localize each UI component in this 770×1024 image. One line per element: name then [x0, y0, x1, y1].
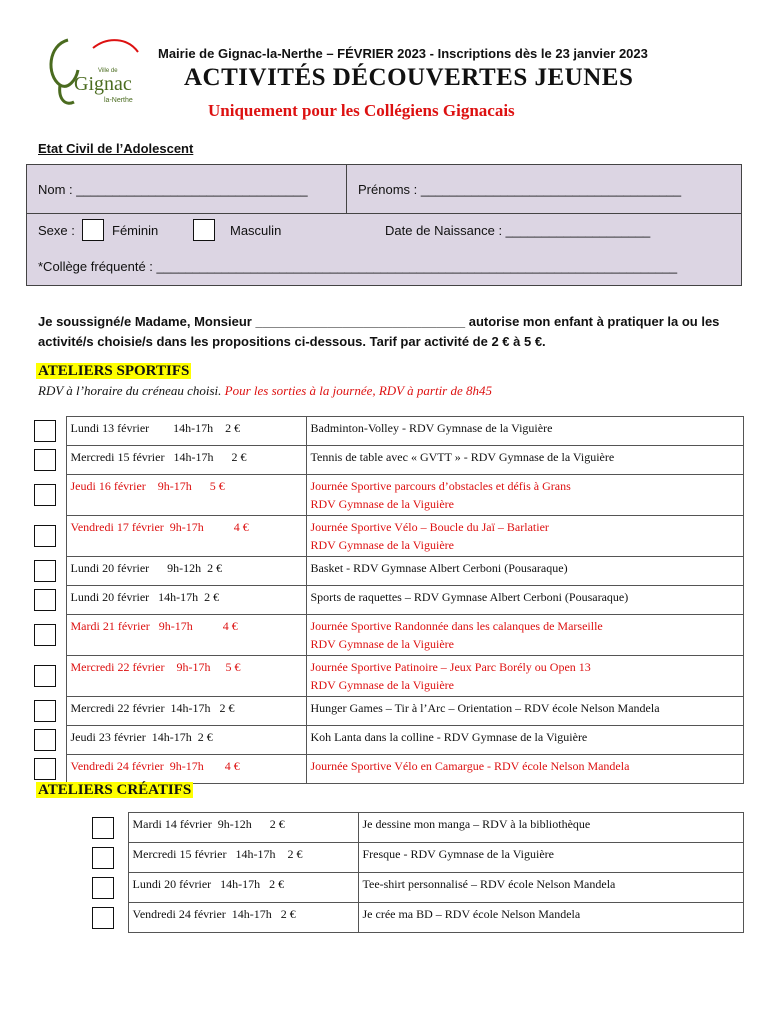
activity-description [306, 755, 744, 784]
activity-meeting-point: RDV Gymnase de la Viguière [310, 637, 454, 651]
activity-checkbox[interactable] [34, 420, 56, 442]
prenoms-field[interactable]: Prénoms : ____________________________________ [358, 182, 682, 197]
activity-checkbox-cell [84, 813, 128, 843]
activity-description [306, 586, 744, 615]
activity-title: Basket - RDV Gymnase Albert Cerboni (Pousaraque) [310, 561, 568, 575]
activity-checkbox-cell [26, 417, 66, 446]
page-title: ACTIVITÉS DÉCOUVERTES JEUNES [184, 64, 634, 91]
activity-checkbox[interactable] [34, 700, 56, 722]
activity-row [26, 475, 744, 516]
activity-checkbox-cell [26, 557, 66, 586]
activity-schedule: Lundi 20 février 9h-12h 2 € [66, 557, 306, 586]
creatifs-heading [36, 781, 193, 799]
activity-schedule: Mardi 14 février 9h-12h 2 € [128, 813, 358, 843]
creatifs-table [84, 812, 744, 933]
activity-title: Fresque - RDV Gymnase de la Viguière [362, 847, 554, 861]
activity-schedule: Mercredi 15 février 14h-17h 2 € [128, 843, 358, 873]
activity-checkbox-cell [26, 726, 66, 755]
activity-description [306, 726, 744, 755]
form-divider [346, 164, 347, 214]
activity-schedule: Jeudi 23 février 14h-17h 2 € [66, 726, 306, 755]
activity-checkbox[interactable] [92, 907, 114, 929]
sportifs-note: RDV à l’horaire du créneau choisi. Pour les sorties à la journée, RDV à partir de 8h45 [38, 383, 493, 398]
sexe-label: Sexe : [38, 223, 75, 238]
activity-checkbox-cell [84, 843, 128, 873]
activity-row [26, 656, 744, 697]
activity-row [26, 755, 744, 784]
activity-title: Je crée ma BD – RDV école Nelson Mandela [362, 907, 581, 921]
activity-row [26, 726, 744, 755]
activity-description [358, 813, 744, 843]
activity-checkbox[interactable] [34, 624, 56, 646]
activity-row [84, 843, 744, 873]
activity-description [306, 446, 744, 475]
activity-description [306, 475, 744, 516]
activity-title: Journée Sportive parcours d’obstacles et défis à Grans [310, 479, 571, 493]
activity-description [306, 516, 744, 557]
college-field[interactable]: *Collège fréquenté : ________________________________________________________________________ [38, 259, 678, 274]
activity-schedule: Vendredi 17 février 9h-17h 4 € [66, 516, 306, 557]
activity-title: Journée Sportive Vélo – Boucle du Jaï – Barlatier [310, 520, 549, 534]
activity-title: Journée Sportive Vélo en Camargue - RDV école Nelson Mandela [310, 759, 630, 773]
civil-section-title: Etat Civil de l’Adolescent [38, 141, 194, 156]
activity-checkbox[interactable] [34, 484, 56, 506]
activity-row [84, 813, 744, 843]
activity-title: Badminton-Volley - RDV Gymnase de la Viguière [310, 421, 553, 435]
activity-title: Koh Lanta dans la colline - RDV Gymnase de la Viguière [310, 730, 588, 744]
activity-description [306, 656, 744, 697]
activity-row [26, 516, 744, 557]
activity-schedule: Mercredi 22 février 14h-17h 2 € [66, 697, 306, 726]
activity-checkbox[interactable] [34, 665, 56, 687]
activity-schedule: Mercredi 15 février 14h-17h 2 € [66, 446, 306, 475]
activity-title: Je dessine mon manga – RDV à la bibliothèque [362, 817, 591, 831]
activity-title: Tennis de table avec « GVTT » - RDV Gymnase de la Viguière [310, 450, 615, 464]
activity-schedule: Lundi 13 février 14h-17h 2 € [66, 417, 306, 446]
activity-description [358, 873, 744, 903]
activity-title: Hunger Games – Tir à l’Arc – Orientation – RDV école Nelson Mandela [310, 701, 660, 715]
activity-checkbox-cell [26, 446, 66, 475]
creatifs-title: ATELIERS CRÉATIFS [38, 782, 192, 798]
activity-description [306, 697, 744, 726]
activity-row [84, 903, 744, 933]
header-line: Mairie de Gignac-la-Nerthe – FÉVRIER 2023 - Inscriptions dès le 23 janvier 2023 [158, 46, 648, 61]
feminin-label: Féminin [112, 223, 159, 238]
activity-checkbox[interactable] [34, 589, 56, 611]
activity-checkbox[interactable] [92, 847, 114, 869]
logo-text: Gignac [74, 73, 132, 95]
town-logo [38, 30, 158, 110]
activity-checkbox[interactable] [34, 729, 56, 751]
activity-schedule: Lundi 20 février 14h-17h 2 € [128, 873, 358, 903]
activity-checkbox[interactable] [92, 817, 114, 839]
masculin-label: Masculin [230, 223, 282, 238]
activity-schedule: Mercredi 22 février 9h-17h 5 € [66, 656, 306, 697]
activity-checkbox[interactable] [34, 525, 56, 547]
activity-checkbox-cell [84, 903, 128, 933]
activity-description [358, 903, 744, 933]
feminin-checkbox[interactable] [82, 219, 104, 241]
activity-checkbox-cell [26, 697, 66, 726]
nom-field[interactable]: Nom : ________________________________ [38, 182, 308, 197]
activity-row [84, 873, 744, 903]
activity-checkbox-cell [84, 873, 128, 903]
activity-row [26, 417, 744, 446]
activity-row [26, 446, 744, 475]
activity-description [358, 843, 744, 873]
activity-checkbox-cell [26, 516, 66, 557]
activity-meeting-point: RDV Gymnase de la Viguière [310, 497, 454, 511]
activity-checkbox-cell [26, 656, 66, 697]
activity-meeting-point: RDV Gymnase de la Viguière [310, 538, 454, 552]
activity-title: Journée Sportive Patinoire – Jeux Parc Borély ou Open 13 [310, 660, 591, 674]
activity-checkbox-cell [26, 586, 66, 615]
masculin-checkbox[interactable] [193, 219, 215, 241]
activity-description [306, 417, 744, 446]
activity-meeting-point: RDV Gymnase de la Viguière [310, 678, 454, 692]
activity-title: Tee-shirt personnalisé – RDV école Nelson Mandela [362, 877, 616, 891]
activity-row [26, 586, 744, 615]
activity-row [26, 615, 744, 656]
activity-description [306, 615, 744, 656]
activity-schedule: Jeudi 16 février 9h-17h 5 € [66, 475, 306, 516]
activity-schedule: Vendredi 24 février 9h-17h 4 € [66, 755, 306, 784]
activity-checkbox-cell [26, 755, 66, 784]
consent-text: Je soussigné/e Madame, Monsieur _____________________________ autorise mon enfant à pratiquer la ou les activité/s choisie/s dans les propositions ci-dessous. Tarif par activité de 2 € à 5 €. [38, 314, 720, 349]
activity-title: Sports de raquettes – RDV Gymnase Albert Cerboni (Pousaraque) [310, 590, 629, 604]
activity-row [26, 697, 744, 726]
activity-checkbox[interactable] [34, 560, 56, 582]
activity-checkbox[interactable] [34, 449, 56, 471]
activity-schedule: Mardi 21 février 9h-17h 4 € [66, 615, 306, 656]
sportifs-heading [36, 362, 191, 380]
activity-description [306, 557, 744, 586]
svg-text:Ville de: Ville de [98, 68, 118, 74]
date-naissance-field[interactable]: Date de Naissance : ____________________ [385, 223, 651, 238]
activity-title: Journée Sportive Randonnée dans les calanques de Marseille [310, 619, 603, 633]
activity-checkbox[interactable] [34, 758, 56, 780]
activity-row [26, 557, 744, 586]
activity-schedule: Vendredi 24 février 14h-17h 2 € [128, 903, 358, 933]
sportifs-table [26, 416, 744, 784]
activity-checkbox-cell [26, 475, 66, 516]
activity-checkbox[interactable] [92, 877, 114, 899]
activity-schedule: Lundi 20 février 14h-17h 2 € [66, 586, 306, 615]
sportifs-title: ATELIERS SPORTIFS [38, 363, 190, 379]
activity-checkbox-cell [26, 615, 66, 656]
svg-text:la-Nerthe: la-Nerthe [104, 97, 133, 104]
page-subtitle: Uniquement pour les Collégiens Gignacais [208, 101, 515, 120]
